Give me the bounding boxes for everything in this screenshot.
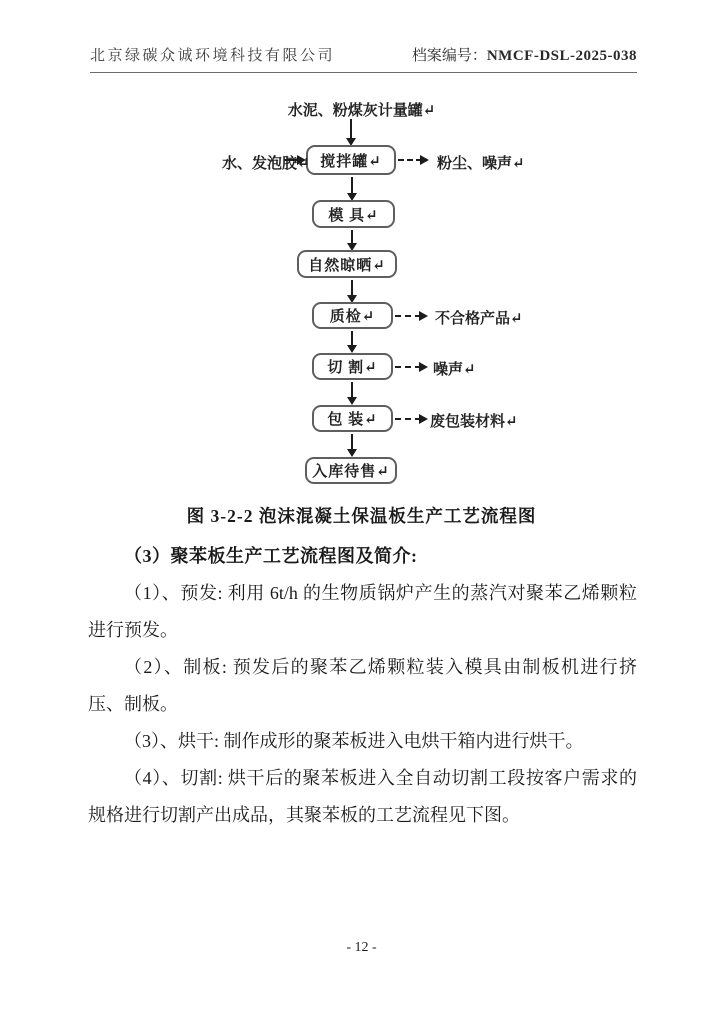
figure-caption: 图 3-2-2 泡沫混凝土保温板生产工艺流程图 bbox=[186, 506, 537, 526]
flow-arrow-down bbox=[350, 119, 352, 139]
paragraph-cutting: （4）、切割: 烘干后的聚苯板进入全自动切割工段按客户需求的规格进行切割产出成品，其聚苯板的工艺流程见下图。 bbox=[88, 768, 637, 825]
flow-node-packing: 包 装↵ bbox=[312, 405, 393, 432]
flow-emission-qc: 不合格产品↵ bbox=[435, 311, 523, 327]
flow-arrow-down bbox=[351, 331, 353, 346]
flow-node-qc: 质检↵ bbox=[312, 302, 393, 329]
page-header bbox=[90, 44, 637, 73]
flow-input-label: 水、发泡胶↵ bbox=[222, 156, 310, 172]
section-heading: （3）聚苯板生产工艺流程图及简介: bbox=[124, 546, 418, 566]
company-name: 北京绿碳众诚环境科技有限公司 bbox=[90, 48, 336, 64]
flow-node-mold: 模 具↵ bbox=[312, 200, 395, 228]
paragraph-prefoam: （1）、预发: 利用 6t/h 的生物质锅炉产生的蒸汽对聚苯乙烯颗粒进行预发。 bbox=[88, 583, 637, 640]
archive-code: NMCF-DSL-2025-038 bbox=[486, 48, 637, 64]
flow-arrow-emission bbox=[395, 315, 421, 317]
process-flowchart bbox=[0, 95, 723, 493]
archive-number bbox=[412, 44, 637, 65]
paragraph-drying: （3）、烘干: 制作成形的聚苯板进入电烘干箱内进行烘干。 bbox=[124, 731, 584, 751]
flow-arrow-emission bbox=[395, 418, 421, 420]
flow-source-label: 水泥、粉煤灰计量罐↵ bbox=[287, 103, 436, 119]
flow-arrow-emission bbox=[398, 159, 422, 161]
flow-arrow-down bbox=[351, 382, 353, 398]
flow-node-drying: 自然晾晒↵ bbox=[297, 250, 397, 278]
paragraph-board: （2）、制板: 预发后的聚苯乙烯颗粒装入模具由制板机进行挤压、制板。 bbox=[88, 657, 637, 714]
flow-node-cutting: 切 割↵ bbox=[312, 353, 393, 380]
flow-emission-packing: 废包装材料↵ bbox=[430, 414, 518, 430]
flow-arrow-input bbox=[284, 159, 299, 161]
flow-node-storage: 入库待售↵ bbox=[305, 457, 397, 484]
flow-arrow-down bbox=[351, 177, 353, 194]
flow-arrow-emission bbox=[395, 366, 421, 368]
page-number: - 12 - bbox=[346, 940, 377, 955]
body-text bbox=[88, 538, 637, 834]
flow-emission-mixer: 粉尘、噪声↵ bbox=[437, 156, 525, 172]
flow-arrow-down bbox=[351, 434, 353, 450]
flow-arrow-down bbox=[351, 280, 353, 296]
archive-label: 档案编号： bbox=[411, 48, 487, 64]
flow-node-mixer: 搅拌罐↵ bbox=[306, 145, 396, 175]
flow-arrow-down bbox=[351, 230, 353, 244]
flow-emission-cutting: 噪声↵ bbox=[433, 362, 476, 378]
